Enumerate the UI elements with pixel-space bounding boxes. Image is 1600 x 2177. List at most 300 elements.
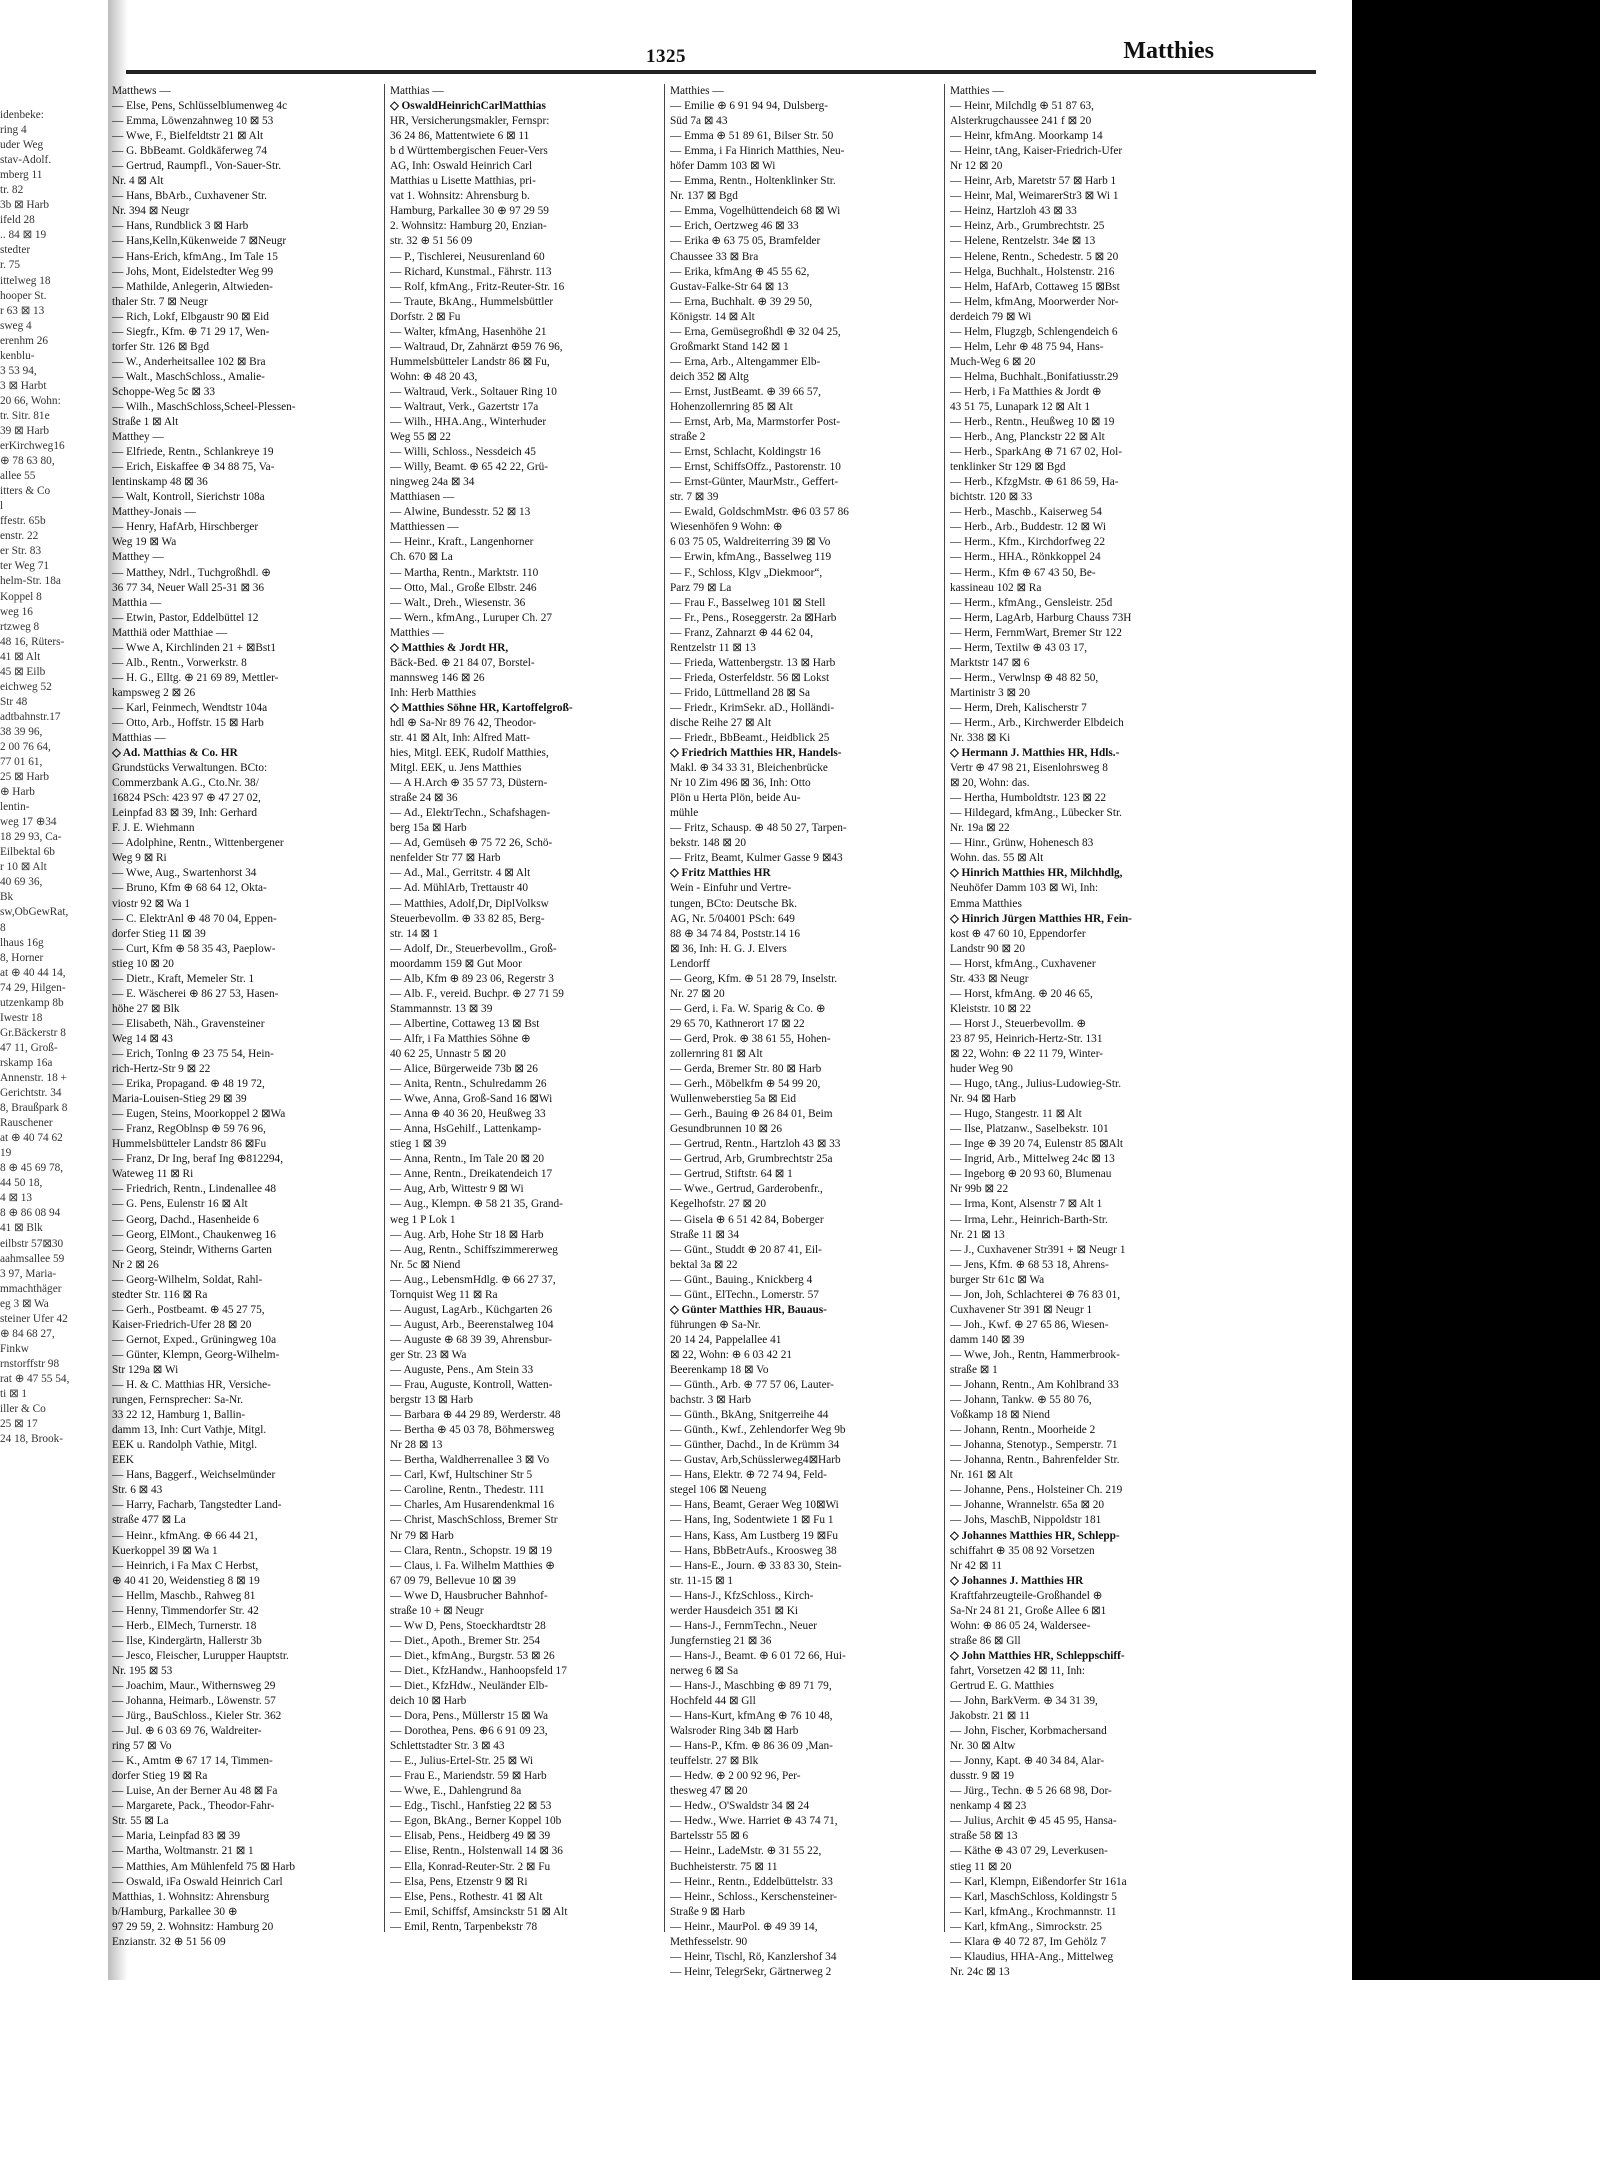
directory-entry-line: — C. ElektrAnl ⊕ 48 70 04, Eppen- [112, 912, 277, 925]
directory-entry-line: Weg 14 ⊠ 43 [112, 1032, 173, 1045]
directory-entry-line: stieg 1 ⊠ 39 [390, 1138, 447, 1151]
directory-entry-line: EEK [112, 1454, 134, 1467]
directory-entry-line: — Rolf, kfmAng., Fritz-Reuter-Str. 16 [390, 280, 565, 293]
directory-entry-line: — Heinr., Rentn., Eddelbüttelstr. 33 [670, 1875, 833, 1888]
directory-entry-line: — Hans-J., FernmTechn., Neuer [670, 1619, 817, 1632]
directory-entry-line: — Friedr., BbBeamt., Heidblick 25 [670, 732, 830, 745]
directory-entry-line: — Alb, Kfm ⊕ 89 23 06, Regerstr 3 [390, 972, 554, 985]
directory-entry-line: — Johanna, Heimarb., Löwenstr. 57 [112, 1695, 276, 1708]
directory-entry-line: — Albertine, Cottaweg 13 ⊠ Bst [390, 1017, 540, 1030]
directory-entry-line: Landstr 90 ⊠ 20 [950, 942, 1026, 955]
directory-entry-line: Commerzbank A.G., Cto.Nr. 38/ [112, 777, 259, 790]
directory-entry-line: Buchheisterstr. 75 ⊠ 11 [670, 1860, 778, 1873]
directory-entry-line: — Erika, Propagand. ⊕ 48 19 72, [112, 1078, 265, 1091]
directory-entry-line: HR, Versicherungsmakler, Fernspr: [390, 115, 550, 128]
directory-entry-line: — Charles, Am Husarendenkmal 16 [390, 1499, 555, 1512]
directory-entry-line: ⊠ 22, Wohn: ⊕ 6 03 42 21 [670, 1348, 792, 1361]
edge-fragment: rskamp 16a [0, 1056, 53, 1069]
running-head: Matthies [1123, 38, 1214, 64]
edge-fragment: sw,ObGewRat, [0, 906, 69, 919]
directory-entry-line: 97 29 59, 2. Wohnsitz: Hamburg 20 [112, 1920, 274, 1933]
directory-entry-line: — Heinr., kfmAng. ⊕ 66 44 21, [112, 1529, 258, 1542]
directory-entry-line: — Gerh., Bauing ⊕ 26 84 01, Beim [670, 1108, 833, 1121]
edge-fragment: 4 ⊠ 13 [0, 1192, 33, 1205]
directory-entry-line: — Herm, LagArb, Harburg Chauss 73H [950, 611, 1132, 624]
directory-entry-line: — Clara, Rentn., Schopstr. 19 ⊠ 19 [390, 1544, 552, 1557]
directory-entry-line: ⊠ 22, Wohn: ⊕ 22 11 79, Winter- [950, 1048, 1103, 1060]
directory-entry-line: — Ad, Gemüseh ⊕ 75 72 26, Schö- [390, 837, 553, 850]
directory-entry-line: Wullenweberstieg 5a ⊠ Eid [670, 1093, 797, 1106]
directory-entry-line: — Helene, Rentn., Schedestr. 5 ⊠ 20 [950, 250, 1119, 263]
directory-entry-line: — Joachim, Maur., Withernsweg 29 [112, 1679, 276, 1692]
directory-entry-line: — Heinrich, i Fa Max C Herbst, [112, 1559, 259, 1572]
directory-entry-line: — Johann, Tankw. ⊕ 55 80 76, [950, 1394, 1092, 1407]
directory-entry-line: ring 57 ⊠ Vo [112, 1740, 172, 1753]
directory-entry-line: — Klara ⊕ 40 72 87, Im Gehölz 7 [950, 1935, 1106, 1948]
scan-margin-bottom [0, 1980, 1600, 2177]
directory-entry-line: — Hellm, Maschb., Rahweg 81 [112, 1589, 256, 1602]
directory-entry-line: Gesundbrunnen 10 ⊠ 26 [670, 1123, 783, 1136]
directory-entry-line: Alsterkrugchaussee 241 f ⊠ 20 [950, 115, 1092, 128]
edge-fragment: Koppel 8 [0, 590, 42, 603]
directory-entry-line: — Gertrud, Arb, Grumbrechtstr 25a [670, 1153, 833, 1166]
directory-entry-line: — Hans-J., Beamt. ⊕ 6 01 72 66, Hui- [670, 1649, 846, 1662]
directory-entry-line: — Richard, Kunstmal., Fährstr. 113 [390, 265, 552, 278]
directory-entry-line: werder Hausdeich 351 ⊠ Ki [670, 1604, 799, 1617]
directory-entry-line: Hohenzollernring 85 ⊠ Alt [670, 400, 793, 413]
directory-entry-line: ◇ Fritz Matthies HR [670, 867, 771, 880]
directory-entry-line: — Irma, Kont, Alsenstr 7 ⊠ Alt 1 [950, 1198, 1103, 1211]
directory-entry-line: — Diet., kfmAng., Burgstr. 53 ⊠ 26 [390, 1649, 555, 1662]
directory-entry-line: Matthey-Jonais — [112, 506, 196, 519]
directory-entry-line: — Else, Pens., Rothestr. 41 ⊠ Alt [390, 1890, 543, 1903]
directory-entry-line: — Diet., KfzHdw., Neuländer Elb- [390, 1679, 549, 1692]
directory-entry-line: — Alfr, i Fa Matthies Söhne ⊕ [390, 1032, 531, 1045]
directory-entry-line: nenfelder Str 77 ⊠ Harb [390, 852, 501, 865]
directory-entry-line: 16824 PSch: 423 97 ⊕ 47 27 02, [112, 792, 261, 805]
directory-entry-line: str. 41 ⊠ Alt, Inh: Alfred Matt- [390, 732, 530, 745]
directory-entry-line: — Oswald, iFa Oswald Heinrich Carl [112, 1875, 283, 1888]
directory-entry-line: stieg 11 ⊠ 20 [950, 1860, 1012, 1873]
edge-fragment: tr. 82 [0, 184, 24, 197]
directory-entry-line: Matthies — [950, 85, 1004, 97]
directory-entry-line: — Gerh., Möbelkfm ⊕ 54 99 20, [670, 1078, 821, 1091]
directory-entry-line: — Hans-Erich, kfmAng., Im Tale 15 [112, 250, 278, 263]
edge-fragment: tr. Sitr. 81e [0, 409, 50, 422]
directory-entry-line: — Wwe, Joh., Rentn, Hammerbrook- [950, 1348, 1120, 1361]
directory-entry-line: — Herb, i Fa Matthies & Jordt ⊕ [950, 385, 1102, 398]
directory-entry-line: Matthias — [112, 732, 166, 745]
directory-entry-line: Nr 28 ⊠ 13 [390, 1439, 443, 1452]
directory-entry-line: str. 14 ⊠ 1 [390, 927, 439, 940]
directory-entry-line: — Herb., KfzgMstr. ⊕ 61 86 59, Ha- [950, 476, 1119, 489]
directory-entry-line: fahrt, Vorsetzen 42 ⊠ 11, Inh: [950, 1664, 1086, 1677]
directory-entry-line: — August, LagArb., Küchgarten 26 [390, 1303, 553, 1316]
directory-entry-line: Hummelsbütteler Landstr 86 ⊠Fu [112, 1138, 267, 1151]
directory-entry-line: Weg 9 ⊠ Ri [112, 852, 167, 865]
header-rule [126, 70, 1316, 74]
edge-fragment: 20 66, Wohn: [0, 394, 61, 407]
directory-entry-line: Straße 9 ⊠ Harb [670, 1905, 746, 1918]
directory-entry-line: Plön u Herta Plön, beide Au- [670, 792, 801, 805]
directory-entry-line: — Caroline, Rentn., Thedestr. 111 [390, 1484, 545, 1497]
directory-entry-line: Wohn: ⊕ 86 05 24, Waldersee- [950, 1619, 1091, 1632]
directory-entry-line: ◇ Johannes J. Matthies HR [950, 1574, 1084, 1587]
directory-entry-line: Großmarkt Stand 142 ⊠ 1 [670, 340, 789, 353]
directory-entry-line: — Erna, Arb., Altengammer Elb- [670, 355, 821, 368]
edge-fragment: 3 97, Maria- [0, 1267, 57, 1280]
directory-entry-line: — F., Schloss, Klgv „Diekmoor“, [670, 566, 823, 579]
directory-entry-line: straße 10 + ⊠ Neugr [390, 1604, 484, 1617]
column-divider [664, 84, 665, 1932]
directory-entry-line: Lendorff [670, 957, 710, 970]
directory-entry-line: — Erna, Gemüsegroßhdl ⊕ 32 04 25, [670, 325, 841, 338]
directory-entry-line: deich 352 ⊠ Altg [670, 370, 749, 383]
directory-entry-line: — Herb., Rentn., Heußweg 10 ⊠ 19 [950, 416, 1115, 429]
directory-entry-line: Nr 12 ⊠ 20 [950, 160, 1003, 173]
edge-fragment: Finkw [0, 1342, 29, 1355]
directory-entry-line: — Ella, Konrad-Reuter-Str. 2 ⊠ Fu [390, 1860, 551, 1873]
directory-entry-line: — Adolf, Dr., Steuerbevollm., Groß- [390, 942, 557, 955]
directory-entry-line: — Heinr., MaurPol. ⊕ 49 39 14, [670, 1920, 818, 1933]
directory-entry-line: — Günther, Dachd., In de Krümm 34 [670, 1439, 840, 1452]
edge-fragment: r 63 ⊠ 13 [0, 304, 45, 317]
edge-fragment: rat ⊕ 47 55 54, [0, 1372, 70, 1385]
directory-entry-line: — Erwin, kfmAng., Basselweg 119 [670, 551, 832, 564]
directory-entry-line: Matthies — [670, 85, 724, 97]
directory-entry-line: — Gerd, Prok. ⊕ 38 61 55, Hohen- [670, 1032, 831, 1045]
directory-entry-line: berg 15a ⊠ Harb [390, 822, 467, 835]
directory-entry-line: straße 86 ⊠ Gll [950, 1634, 1021, 1647]
directory-entry-line: — Anna ⊕ 40 36 20, Heußweg 33 [390, 1108, 546, 1121]
directory-entry-line: — K., Amtm ⊕ 67 17 14, Timmen- [112, 1755, 273, 1768]
directory-entry-line: — Elise, Rentn., Holstenwall 14 ⊠ 36 [390, 1845, 563, 1858]
directory-entry-line: — Gustav, Arb,Schüsslerweg4⊠Harb [670, 1454, 841, 1467]
directory-entry-line: AG, Inh: Oswald Heinrich Carl [390, 160, 533, 173]
directory-entry-line: — August, Arb., Beerenstalweg 104 [390, 1318, 554, 1331]
edge-fragment: ter Weg 71 [0, 560, 50, 573]
directory-entry-line: — John, Fischer, Korbmachersand [950, 1725, 1107, 1738]
edge-fragment: helm-Str. 18a [0, 575, 61, 588]
directory-entry-line: Matthiasen — [390, 491, 455, 504]
directory-entry-line: vat 1. Wohnsitz: Ahrensburg b. [390, 190, 530, 203]
directory-entry-line: Wateweg 11 ⊠ Ri [112, 1168, 194, 1181]
edge-fragment: rtzweg 8 [0, 620, 40, 633]
directory-entry-line: — Walter, kfmAng, Hasenhöhe 21 [390, 325, 547, 338]
directory-entry-line: Voßkamp 18 ⊠ Niend [950, 1409, 1050, 1422]
directory-entry-line: straße 24 ⊠ 36 [390, 792, 458, 805]
directory-entry-line: — Herb., ElMech, Turnerstr. 18 [112, 1619, 257, 1632]
edge-fragment: Bk [0, 891, 14, 904]
directory-entry-line: — Ernst, Arb, Ma, Marmstorfer Post- [670, 416, 841, 429]
edge-fragment: Rauschener [0, 1117, 53, 1130]
directory-entry-line: torfer Str. 126 ⊠ Bgd [112, 340, 210, 353]
directory-entry-line: Much-Weg 6 ⊠ 20 [950, 355, 1036, 368]
directory-entry-line: — Ingrid, Arb., Mittelweg 24c ⊠ 13 [950, 1153, 1115, 1166]
directory-entry-line: Methfesselstr. 90 [670, 1935, 748, 1948]
directory-entry-line: Jakobstr. 21 ⊠ 11 [950, 1710, 1030, 1723]
directory-entry-line: — Ernst, SchiffsOffz., Pastorenstr. 10 [670, 461, 841, 474]
directory-entry-line: — Carl, Kwf, Hultschiner Str 5 [390, 1469, 533, 1482]
directory-entry-line: — Gertrud, Raumpfl., Von-Sauer-Str. [112, 160, 282, 173]
edge-fragment: ⊕ 78 63 80, [0, 455, 55, 468]
directory-entry-line: Grundstücks Verwaltungen. BCto: [112, 762, 268, 775]
directory-entry-line: Nr. 195 ⊠ 53 [112, 1664, 173, 1677]
directory-entry-line: — Elfriede, Rentn., Schlankreye 19 [112, 446, 274, 459]
edge-fragment: ⊕ 84 68 27, [0, 1327, 55, 1340]
directory-entry-line: Marktstr 147 ⊠ 6 [950, 656, 1030, 669]
directory-entry-line: — Karl, Klempn, Eißendorfer Str 161a [950, 1875, 1127, 1888]
directory-entry-line: — Jürg., BauSchloss., Kieler Str. 362 [112, 1710, 282, 1723]
directory-entry-line: Matthies — [390, 626, 444, 639]
directory-entry-line: Str 129a ⊠ Wi [112, 1363, 179, 1376]
directory-entry-line: — Wwe, F., Bielfeldtstr 21 ⊠ Alt [112, 130, 264, 143]
directory-entry-line: — Hedw., Wwe. Harriet ⊕ 43 74 71, [670, 1815, 838, 1828]
directory-entry-line: — Emma, Rentn., Holtenklinker Str. [670, 175, 836, 188]
directory-entry-line: — Gernot, Exped., Grüningweg 10a [112, 1333, 277, 1346]
directory-entry-line: — Friedrich, Rentn., Lindenallee 48 [112, 1183, 277, 1196]
directory-entry-line: Leinpfad 83 ⊠ 39, Inh: Gerhard [112, 807, 257, 820]
directory-entry-line: — Aug, Arb, Wittestr 9 ⊠ Wi [390, 1183, 524, 1196]
directory-entry-line: — Henny, Timmendorfer Str. 42 [112, 1604, 259, 1617]
directory-entry-line: — Hans, Elektr. ⊕ 72 74 94, Feld- [670, 1469, 827, 1482]
directory-entry-line: — Emma, Vogelhüttendeich 68 ⊠ Wi [670, 205, 841, 218]
edge-fragment: 25 ⊠ Harb [0, 771, 49, 784]
directory-entry-line: — Eugen, Steins, Moorkoppel 2 ⊠Wa [112, 1108, 286, 1121]
directory-entry-line: — Elisab, Pens., Heidberg 49 ⊠ 39 [390, 1830, 551, 1843]
edge-fragment: 8 [0, 921, 6, 934]
directory-entry-line: — Jürg., Techn. ⊕ 5 26 68 98, Dor- [950, 1785, 1112, 1798]
directory-entry-line: Süd 7a ⊠ 43 [670, 115, 728, 128]
directory-entry-line: ◇ OswaldHeinrichCarlMatthias [390, 100, 546, 113]
edge-fragment: 48 16, Rüters- [0, 635, 65, 648]
directory-entry-line: — Egon, BkAng., Berner Koppel 10b [390, 1815, 562, 1828]
directory-entry-line: — Waltraud, Dr, Zahnärzt ⊕59 76 96, [390, 340, 563, 353]
edge-fragment: mberg 11 [0, 169, 43, 182]
directory-entry-line: 88 ⊕ 34 74 84, Poststr.14 16 [670, 927, 800, 940]
directory-entry-line: 33 22 12, Hamburg 1, Ballin- [112, 1409, 246, 1422]
edge-fragment: erKirchweg16 [0, 440, 65, 453]
directory-entry-line: — Dietr., Kraft, Memeler Str. 1 [112, 972, 255, 985]
directory-entry-line: Matthews — [112, 85, 171, 97]
directory-entry-line: F. J. E. Wiehmann [112, 822, 195, 835]
directory-entry-line: — Curt, Kfm ⊕ 58 35 43, Paeplow- [112, 942, 276, 955]
directory-entry-line: bekstr. 148 ⊠ 20 [670, 837, 746, 850]
directory-entry-line: 23 87 95, Heinrich-Hertz-Str. 131 [950, 1032, 1103, 1045]
directory-entry-line: — Bertha, Waldherrenallee 3 ⊠ Vo [390, 1454, 550, 1467]
directory-entry-line: — Bertha ⊕ 45 03 78, Böhmersweg [390, 1424, 555, 1437]
directory-entry-line: — Hans, Baggerf., Weichselmünder [112, 1469, 276, 1482]
directory-entry-line: — Wwe, Aug., Swartenhorst 34 [112, 867, 257, 880]
directory-entry-line: bachstr. 3 ⊠ Harb [670, 1394, 751, 1407]
edge-fragment: erenhm 26 [0, 334, 48, 347]
directory-entry-line: teuffelstr. 27 ⊠ Blk [670, 1755, 759, 1768]
directory-entry-line: — Ad., Mal., Gerritstr. 4 ⊠ Alt [390, 867, 531, 880]
directory-entry-line: Makl. ⊕ 34 33 31, Bleichenbrücke [670, 762, 828, 775]
edge-fragment: ifeld 28 [0, 214, 35, 227]
directory-entry-line: Weg 55 ⊠ 22 [390, 431, 451, 444]
directory-entry-line: — Helm, Lehr ⊕ 48 75 94, Hans- [950, 340, 1104, 353]
directory-entry-line: Vertr ⊕ 47 98 21, Eisenlohrsweg 8 [950, 762, 1108, 775]
directory-entry-line: schiffahrt ⊕ 35 08 92 Vorsetzen [950, 1544, 1095, 1557]
directory-entry-line: Gustav-Falke-Str 64 ⊠ 13 [670, 280, 789, 293]
directory-entry-line: — Heinz, Hartzloh 43 ⊠ 33 [950, 205, 1077, 218]
directory-entry-line: — Matthey, Ndrl., Tuchgroßhdl. ⊕ [112, 566, 271, 579]
directory-entry-line: Nr. 94 ⊠ Harb [950, 1093, 1016, 1106]
directory-entry-line: damm 140 ⊠ 39 [950, 1333, 1025, 1346]
column-3 [670, 84, 940, 1995]
directory-entry-line: — Ilse, Kindergärtn, Hallerstr 3b [112, 1634, 262, 1647]
directory-entry-line: Nr 10 Zim 496 ⊠ 36, Inh: Otto [670, 777, 811, 790]
edge-fragment: ittelweg 18 [0, 274, 51, 287]
directory-entry-line: — Inge ⊕ 39 20 74, Eulenstr 85 ⊠Alt [950, 1138, 1123, 1151]
directory-entry-line: Wohn: ⊕ 48 20 43, [390, 370, 478, 383]
directory-entry-line: Kegelhofstr. 27 ⊠ 20 [670, 1198, 767, 1211]
directory-entry-line: — Hertha, Humboldtstr. 123 ⊠ 22 [950, 792, 1106, 805]
directory-entry-line: — Frau, Auguste, Kontroll, Watten- [390, 1379, 553, 1392]
directory-entry-line: Sa-Nr 24 81 21, Große Allee 6 ⊠1 [950, 1604, 1107, 1617]
edge-fragment: kenblu- [0, 349, 35, 362]
directory-entry-line: straße 477 ⊠ La [112, 1514, 186, 1527]
directory-entry-line: 43 51 75, Lunapark 12 ⊠ Alt 1 [950, 400, 1090, 413]
edge-fragment: weg 16 [0, 605, 33, 618]
edge-fragment: Str 48 [0, 695, 28, 708]
directory-entry-line: — Ernst-Günter, MaurMstr., Geffert- [670, 476, 839, 489]
directory-entry-line: Nr. 30 ⊠ Altw [950, 1740, 1016, 1753]
directory-entry-line: Rentzelstr 11 ⊠ 13 [670, 641, 756, 654]
directory-entry-line: — Karl, MaschSchloss, Koldingstr 5 [950, 1890, 1117, 1903]
directory-entry-line: weg 1 P Lok 1 [390, 1213, 456, 1226]
directory-entry-line: — Karl, kfmAng., Krochmannstr. 11 [950, 1905, 1117, 1918]
directory-entry-line: — Traute, BkAng., Hummelsbüttler [390, 295, 554, 308]
directory-entry-line: — Georg, Steindr, Witherns Garten [112, 1243, 272, 1256]
directory-entry-line: ◇ Matthies Söhne HR, Kartoffelgroß- [390, 701, 573, 714]
directory-entry-line: — Günth., Kwf., Zehlendorfer Weg 9b [670, 1424, 846, 1437]
directory-entry-line: ◇ Johannes Matthies HR, Schlepp- [950, 1529, 1120, 1542]
directory-entry-line: — Horst, kfmAng., Cuxhavener [950, 957, 1096, 970]
edge-fragment: 8 ⊕ 45 69 78, [0, 1162, 64, 1175]
edge-fragment: utzenkamp 8b [0, 996, 64, 1009]
directory-entry-line: — Barbara ⊕ 44 29 89, Werderstr. 48 [390, 1409, 561, 1422]
directory-entry-line: ◇ Günter Matthies HR, Bauaus- [670, 1303, 827, 1316]
directory-entry-line: — Ernst, Schlacht, Koldingstr 16 [670, 446, 821, 459]
directory-entry-line: Matthey — [112, 551, 164, 564]
directory-entry-line: — Henry, HafArb, Hirschberger [112, 521, 259, 534]
edge-fragment: lentin- [0, 801, 30, 814]
directory-entry-line: — Heinz, Arb., Grumbrechtstr. 25 [950, 220, 1105, 233]
directory-entry-line: — Wwe A, Kirchlinden 21 + ⊠Bst1 [112, 641, 277, 654]
directory-entry-line: 36 24 86, Mattentwiete 6 ⊠ 11 [390, 130, 530, 143]
edge-fragment: steiner Ufer 42 [0, 1312, 68, 1325]
directory-entry-line: — H. & C. Matthias HR, Versiche- [112, 1379, 271, 1392]
directory-entry-line: — Günth., BkAng, Snitgerreihe 44 [670, 1409, 829, 1422]
directory-entry-line: 67 09 79, Bellevue 10 ⊠ 39 [390, 1574, 516, 1587]
directory-entry-line: — Hans, Ing, Sodentwiete 1 ⊠ Fu 1 [670, 1514, 834, 1527]
directory-entry-line: — Herm., Arb., Kirchwerder Elbdeich [950, 716, 1124, 729]
edge-fragment: iller & Co [0, 1403, 46, 1416]
directory-entry-line: — Heinr., Kraft., Langenhorner [390, 536, 534, 549]
directory-entry-line: — Helm, Flugzgb, Schlengendeich 6 [950, 325, 1118, 338]
directory-entry-line: tenklinker Str 129 ⊠ Bgd [950, 461, 1066, 474]
directory-entry-line: — Else, Pens, Schlüsselblumenweg 4c [112, 100, 288, 113]
edge-fragment: mmachthäger [0, 1282, 62, 1295]
directory-entry-line: Nr 2 ⊠ 26 [112, 1258, 159, 1271]
directory-entry-line: deich 10 ⊠ Harb [390, 1695, 467, 1708]
directory-entry-line: Inh: Herb Matthies [390, 686, 476, 699]
edge-fragment: r 10 ⊠ Alt [0, 861, 47, 874]
edge-fragment: 44 50 18, [0, 1177, 43, 1190]
directory-entry-line: — Ewald, GoldschmMstr. ⊕6 03 57 86 [670, 506, 849, 519]
directory-entry-line: Nr. 5c ⊠ Niend [390, 1258, 461, 1271]
directory-entry-line: — John, BarkVerm. ⊕ 34 31 39, [950, 1695, 1098, 1708]
directory-entry-line: — Herm., kfmAng., Gensleistr. 25d [950, 596, 1113, 609]
directory-entry-line: — Johanna, Rentn., Bahrenfelder Str. [950, 1454, 1120, 1467]
directory-entry-line: — Aug., LebensmHdlg. ⊕ 66 27 37, [390, 1273, 556, 1286]
directory-entry-line: — Herm., HHA., Rönkkoppel 24 [950, 551, 1101, 564]
directory-entry-line: Weg 19 ⊠ Wa [112, 536, 177, 549]
directory-entry-line: dorfer Stieg 19 ⊠ Ra [112, 1770, 208, 1783]
directory-entry-line: — Fritz, Schausp. ⊕ 48 50 27, Tarpen- [670, 822, 847, 835]
edge-fragment: sweg 4 [0, 319, 32, 332]
directory-entry-line: rich-Hertz-Str 9 ⊠ 22 [112, 1063, 211, 1076]
directory-entry-line: Königstr. 14 ⊠ Alt [670, 310, 755, 323]
directory-entry-line: hies, Mitgl. EEK, Rudolf Matthies, [390, 747, 549, 760]
directory-entry-line: derdeich 79 ⊠ Wi [950, 310, 1032, 323]
directory-entry-line: — Karl, Feinmech, Wendtstr 104a [112, 701, 268, 714]
directory-entry-line: — Heinr, Tischl, Rö, Kanzlershof 34 [670, 1950, 837, 1963]
directory-entry-line: höhe 27 ⊠ Blk [112, 1002, 180, 1015]
edge-fragment: stav-Adolf. [0, 154, 52, 167]
page-number: 1325 [646, 46, 686, 67]
edge-fragment: Annenstr. 18 + [0, 1072, 67, 1084]
directory-entry-line: — Anne, Rentn., Dreikatendeich 17 [390, 1168, 553, 1181]
directory-entry-line: 20 14 24, Pappelallee 41 [670, 1333, 782, 1346]
directory-entry-line: — Aug. Arb, Hohe Str 18 ⊠ Harb [390, 1228, 544, 1241]
edge-fragment: 24 18, Brook- [0, 1433, 64, 1446]
directory-entry-line: — Dorothea, Pens. ⊕6 6 91 09 23, [390, 1725, 548, 1738]
directory-entry-line: Stammannstr. 13 ⊠ 39 [390, 1002, 493, 1015]
edge-fragment: lhaus 16g [0, 936, 44, 949]
directory-entry-line: — Claus, i. Fa. Wilhelm Matthies ⊕ [390, 1559, 555, 1572]
directory-entry-line: — Helene, Rentzelstr. 34e ⊠ 13 [950, 235, 1096, 248]
directory-entry-line: — Otto, Arb., Hoffstr. 15 ⊠ Harb [112, 716, 264, 729]
directory-entry-line: — Johann, Rentn., Moorheide 2 [950, 1424, 1096, 1437]
directory-entry-line: — Mathilde, Anlegerin, Altwieden- [112, 280, 273, 293]
edge-fragment: ⊕ Harb [0, 786, 35, 799]
directory-entry-line: — Hans, Rundblick 3 ⊠ Harb [112, 220, 249, 233]
directory-entry-line: ◇ Ad. Matthias & Co. HR [112, 747, 238, 760]
edge-fragment: 8 ⊕ 86 08 94 [0, 1207, 61, 1220]
directory-entry-line: kassineau 102 ⊠ Ra [950, 581, 1042, 594]
directory-entry-line: — Maria, Leinpfad 83 ⊠ 39 [112, 1830, 241, 1843]
column-2 [390, 84, 660, 1935]
directory-entry-line: — Hans, BbArb., Cuxhavener Str. [112, 190, 268, 203]
directory-entry-line: rungen, Fernsprecher: Sa-Nr. [112, 1394, 244, 1407]
directory-entry-line: — Hans-J., Maschbing ⊕ 89 71 79, [670, 1679, 832, 1692]
directory-entry-line: — Ww D, Pens, Stoeckhardtstr 28 [390, 1619, 546, 1632]
directory-entry-line: — Heinr, tAng, Kaiser-Friedrich-Ufer [950, 145, 1123, 158]
edge-fragment: Gerichtstr. 34 [0, 1087, 62, 1100]
directory-entry-line: — Anita, Rentn., Schulredamm 26 [390, 1078, 547, 1091]
directory-entry-line: — Martha, Rentn., Marktstr. 110 [390, 566, 539, 579]
directory-entry-line: — Franz, RegOblnsp ⊕ 59 76 96, [112, 1123, 266, 1136]
directory-entry-line: dorfer Stieg 11 ⊠ 39 [112, 927, 206, 940]
directory-entry-line: — Hans, Beamt, Geraer Weg 10⊠Wi [670, 1499, 839, 1512]
directory-entry-line: Beerenkamp 18 ⊠ Vo [670, 1363, 769, 1376]
edge-fragment: itters & Co [0, 485, 51, 498]
directory-entry-line: Dorfstr. 2 ⊠ Fu [390, 310, 461, 323]
edge-fragment: 45 ⊠ Eilb [0, 665, 46, 678]
